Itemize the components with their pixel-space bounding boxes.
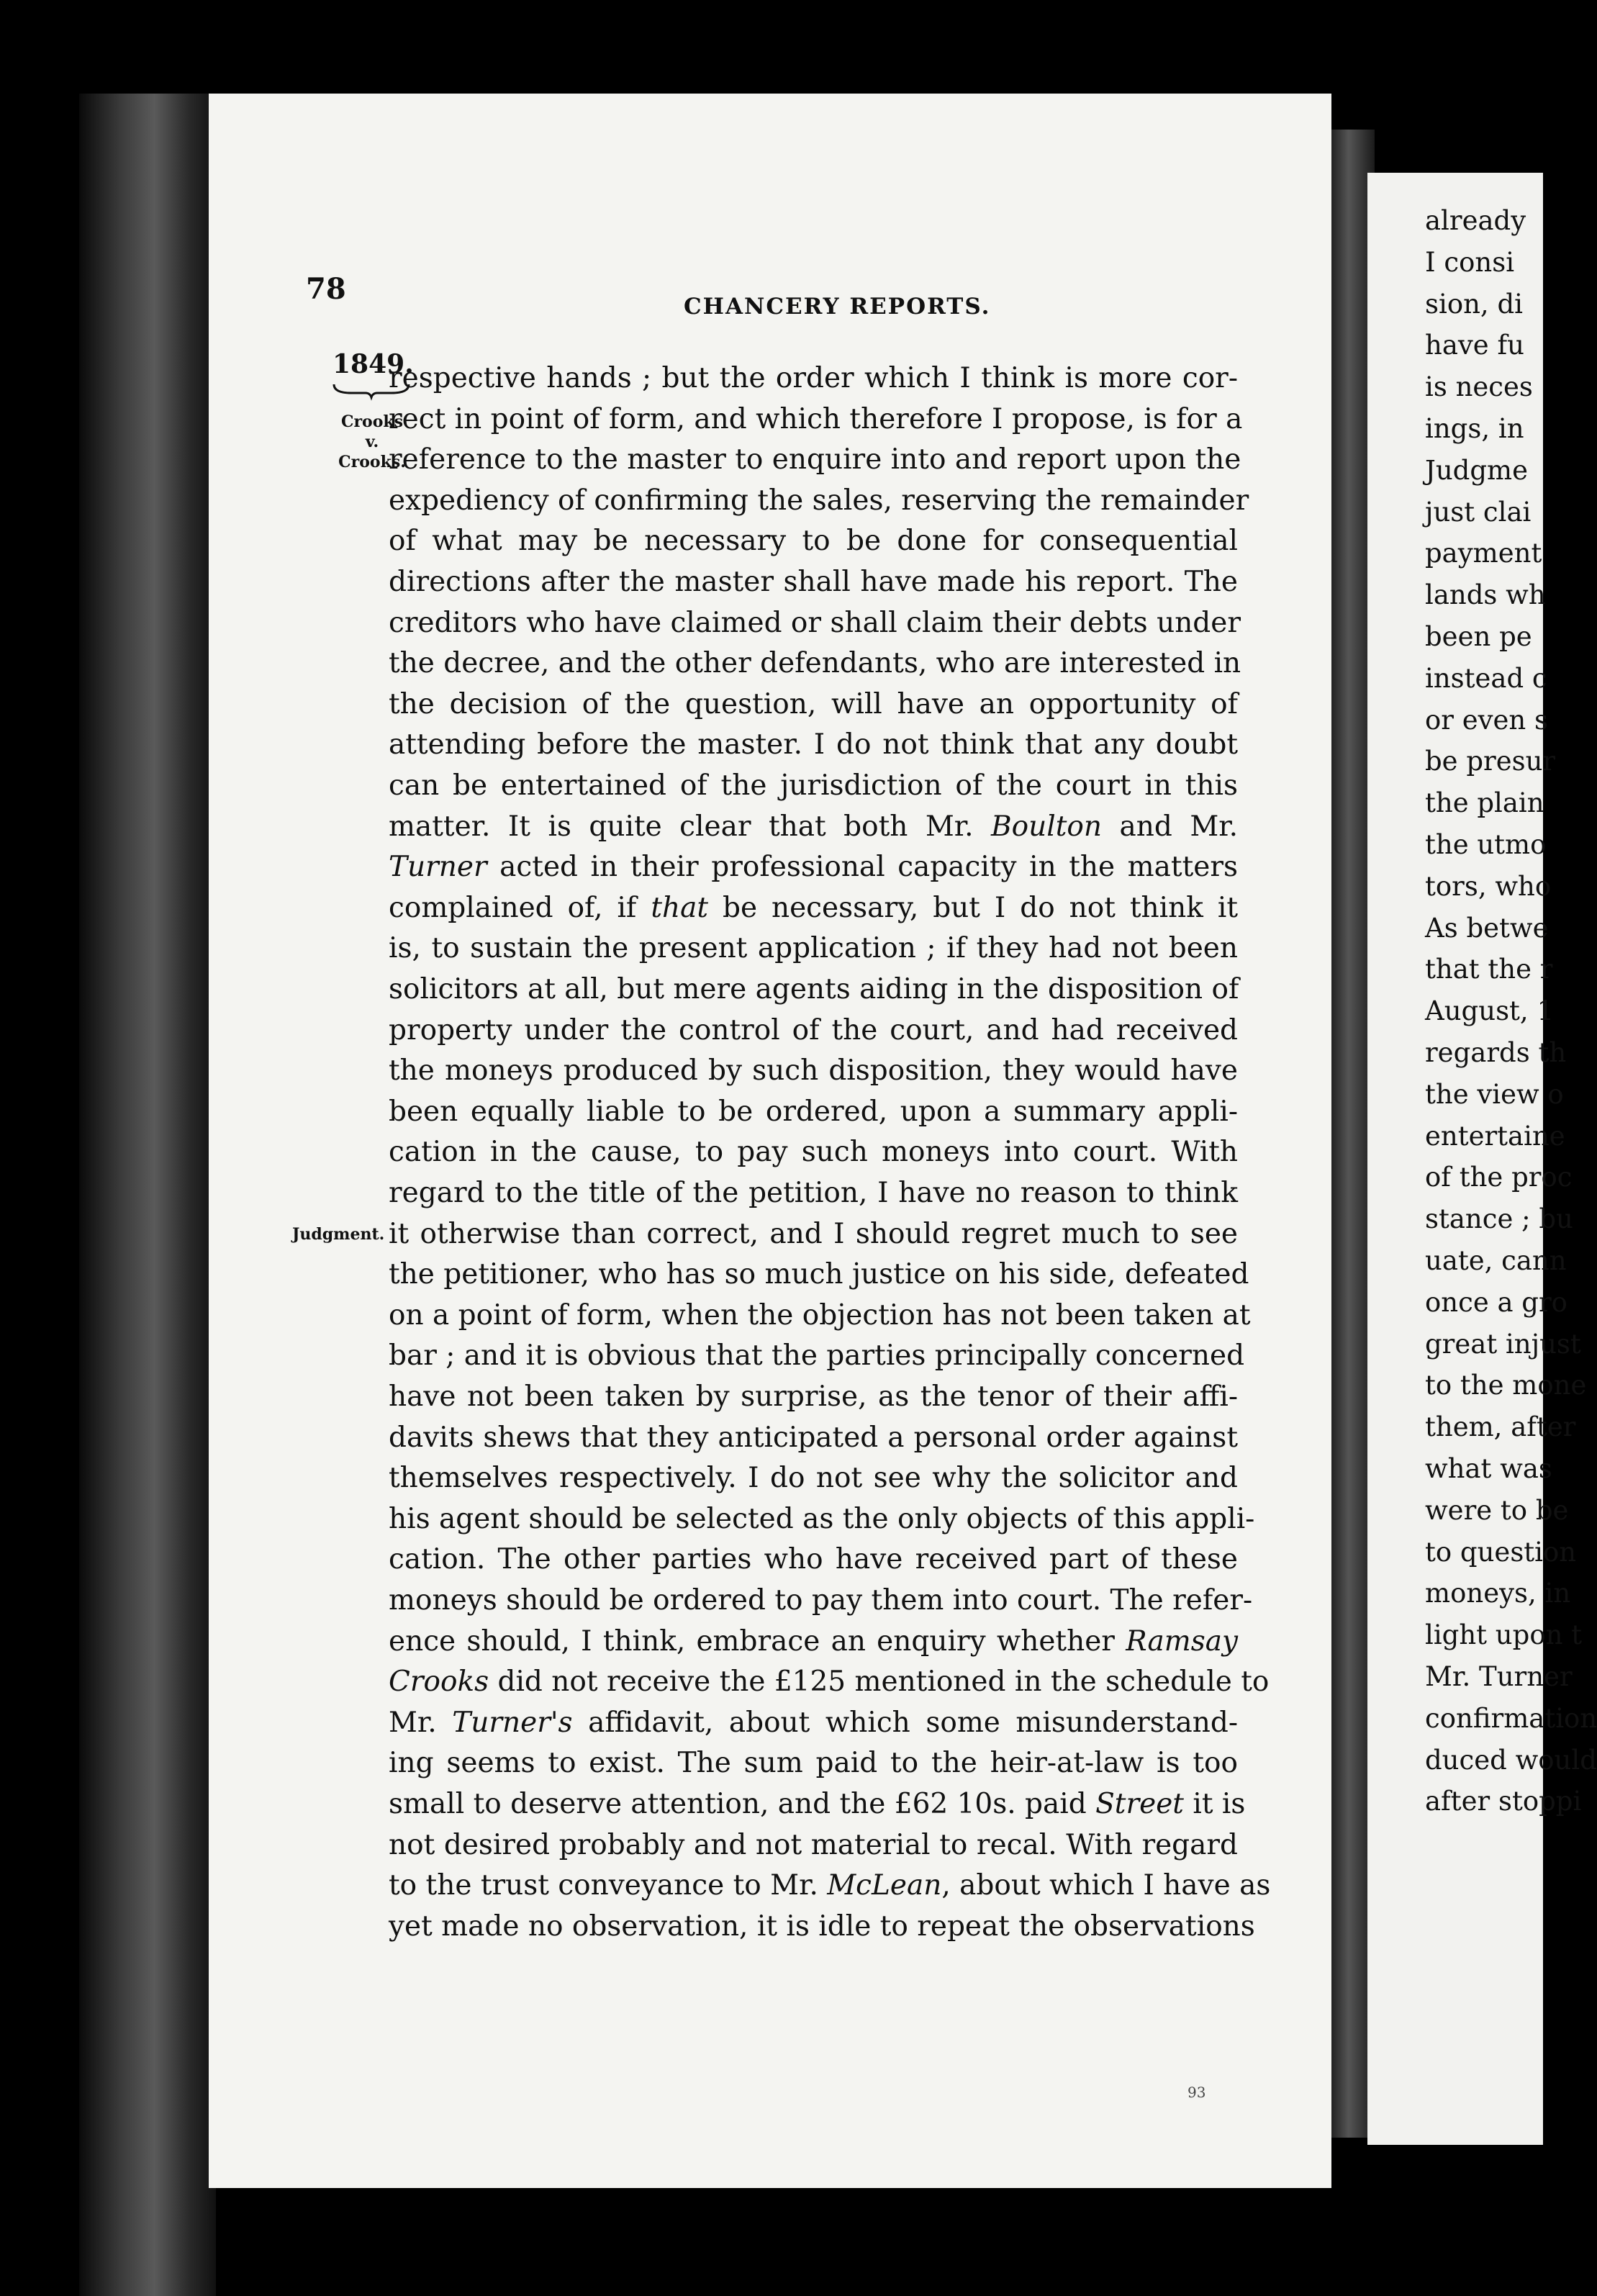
margin-year: 1849. (332, 349, 414, 379)
right-page-line: or even s (1425, 704, 1548, 736)
book-spine-edge (79, 94, 216, 2296)
right-page-line: Judgme (1425, 454, 1529, 486)
text-line: property under the control of the court, and had received (389, 1013, 1238, 1047)
right-page-line: great injust (1425, 1328, 1581, 1360)
case-defendant: Crooks. (338, 453, 406, 471)
right-page-line: light upon t (1425, 1619, 1583, 1651)
text-line: reference to the master to enquire into and report upon the (389, 443, 1241, 476)
folio-mark: 93 (1187, 2084, 1206, 2101)
right-page-line: payment (1425, 538, 1542, 569)
text-line: Turner acted in their professional capacity in the matters (389, 851, 1238, 884)
right-page-line: I consi (1425, 246, 1515, 278)
text-line: expediency of confirming the sales, reserving the remainder (389, 484, 1249, 517)
right-page-line: after stoppi (1425, 1786, 1582, 1817)
right-page-line: were to be (1425, 1494, 1569, 1526)
margin-note-judgment: Judgment. (292, 1225, 385, 1244)
right-page-line: stance ; bu (1425, 1203, 1573, 1235)
text-line: ence should, I think, embrace an enquiry whether Ramsay (389, 1624, 1238, 1658)
text-line: cation in the cause, to pay such moneys into court. With (389, 1136, 1238, 1169)
text-line: Crooks did not receive the £125 mentioned in the schedule to (389, 1665, 1270, 1699)
right-page-line: of the proc (1425, 1162, 1573, 1193)
text-line: matter. It is quite clear that both Mr. Boulton and Mr. (389, 810, 1239, 843)
right-page-line: confirmation (1425, 1702, 1597, 1734)
right-page-line: duced would (1425, 1744, 1597, 1776)
right-page (1367, 173, 1597, 2145)
text-line: the decision of the question, will have an opportunity of (389, 687, 1238, 720)
right-page-line: have fu (1425, 330, 1524, 361)
text-line: rect in point of form, and which therefore I propose, is for a (389, 402, 1243, 435)
right-page-line: Mr. Turner (1425, 1661, 1573, 1692)
text-line: ing seems to exist. The sum paid to the heir-at-law is too (389, 1747, 1238, 1780)
text-line: creditors who have claimed or shall claim their debts under (389, 606, 1241, 639)
right-page-line: uate, cann (1425, 1245, 1567, 1276)
text-line: Mr. Turner's affidavit, about which some misunderstand- (389, 1706, 1238, 1739)
text-line: yet made no observation, it is idle to repeat the observations (389, 1909, 1255, 1943)
text-line: themselves respectively. I do not see why the solicitor and (389, 1462, 1238, 1495)
page-number: 78 (306, 272, 346, 306)
case-plaintiff: Crooks (340, 412, 404, 431)
text-line: the decree, and the other defendants, who are interested in (389, 647, 1241, 680)
right-page-line: is neces (1425, 371, 1533, 403)
right-page-line: As betwe (1425, 912, 1549, 944)
text-line: to the trust conveyance to Mr. McLean, about which I have as (389, 1869, 1271, 1902)
right-page-line: to question (1425, 1536, 1577, 1568)
right-page-line: just clai (1425, 496, 1532, 528)
text-line: the moneys produced by such disposition, they would have (389, 1054, 1238, 1088)
running-head: CHANCERY REPORTS. (684, 294, 991, 320)
right-page-line: entertaine (1425, 1120, 1565, 1152)
text-line: small to deserve attention, and the £62 10s. paid Street it is (389, 1788, 1246, 1820)
text-line: attending before the master. I do not think that any doubt (389, 728, 1238, 761)
text-line: is, to sustain the present application ; if they had not been (389, 932, 1238, 965)
right-page-line: them, after (1425, 1411, 1576, 1443)
right-page-line: regards th (1425, 1037, 1567, 1068)
right-page-line: instead c (1425, 662, 1547, 694)
right-page-line: be presur (1425, 746, 1556, 777)
right-page-line: the utmo (1425, 829, 1547, 860)
text-line: his agent should be selected as the only objects of this appli- (389, 1502, 1255, 1535)
text-line: of what may be necessary to be done for consequential (389, 525, 1238, 558)
text-line: been equally liable to be ordered, upon a summary appli- (389, 1095, 1238, 1128)
text-line: have not been taken by surprise, as the tenor of their affi- (389, 1380, 1238, 1413)
text-line: complained of, if that be necessary, but I do not think it (389, 891, 1238, 924)
right-page-line: tors, who (1425, 870, 1552, 902)
text-line: not desired probably and not material to recal. With regard (389, 1828, 1238, 1861)
text-line: the petitioner, who has so much justice on his side, defeated (389, 1258, 1249, 1291)
right-page-line: sion, di (1425, 288, 1523, 320)
right-page-line: to the mone (1425, 1370, 1587, 1401)
text-line: on a point of form, when the objection has not been taken at (389, 1298, 1251, 1332)
text-line: solicitors at all, but mere agents aiding in the disposition of (389, 973, 1239, 1005)
right-page-line: already (1425, 205, 1526, 236)
text-line: respective hands ; but the order which I think is more cor- (389, 362, 1238, 394)
text-line: cation. The other parties who have received part of these (389, 1543, 1238, 1576)
right-page-line: once a gro (1425, 1286, 1567, 1318)
text-line: can be entertained of the jurisdiction of the court in this (389, 769, 1238, 802)
text-line: davits shews that they anticipated a personal order against (389, 1421, 1238, 1454)
right-page-line: moneys, in (1425, 1578, 1571, 1609)
right-page-line: lands wh (1425, 579, 1546, 611)
text-line: moneys should be ordered to pay them into court. The refer- (389, 1584, 1253, 1617)
right-page-line: that the r (1425, 954, 1553, 985)
right-page-line: August, 1 (1425, 995, 1554, 1027)
right-page-line: ings, in (1425, 413, 1524, 444)
text-line: directions after the master shall have made his report. The (389, 566, 1238, 598)
right-page-line: what was (1425, 1453, 1552, 1484)
right-page-line: the plain (1425, 787, 1544, 819)
text-line: regard to the title of the petition, I have no reason to think (389, 1177, 1238, 1209)
text-line: it otherwise than correct, and I should regret much to see (389, 1217, 1238, 1250)
text-line: bar ; and it is obvious that the parties principally concerned (389, 1339, 1245, 1373)
case-versus: v. (365, 433, 379, 451)
right-page-line: been pe (1425, 621, 1532, 652)
right-page-line: the view o (1425, 1078, 1564, 1110)
